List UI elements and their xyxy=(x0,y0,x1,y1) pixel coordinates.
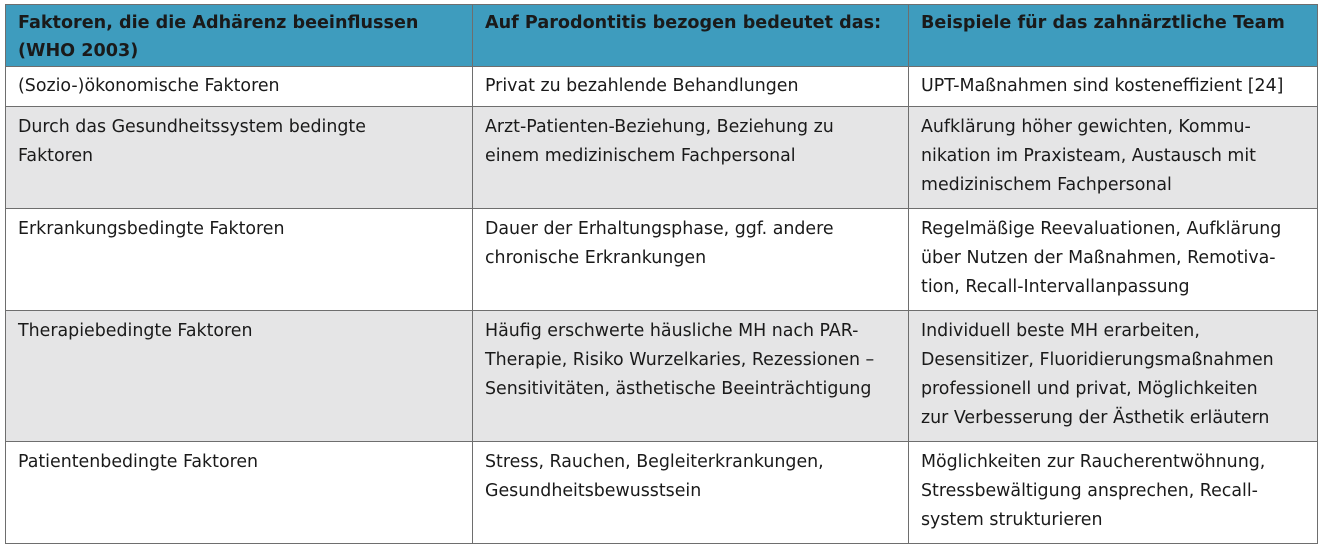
table-header-row xyxy=(6,5,1318,67)
cell-team-example: Individuell beste MH erarbeiten, Desensitizer, Fluoridierungsmaßnahmen professionell und privat, Möglichkeiten zur Verbesserung der Ästhetik erläutern xyxy=(909,311,1318,442)
table-row xyxy=(6,442,1318,544)
cell-periodontitis: Privat zu bezahlende Behandlungen xyxy=(473,67,909,107)
cell-factor: Therapiebedingte Faktoren xyxy=(6,311,473,442)
cell-factor: Durch das Gesundheitssystem bedingte Faktoren xyxy=(6,107,473,209)
cell-team-example: Regelmäßige Reevaluationen, Aufklärung über Nutzen der Maßnahmen, Remotiva- tion, Recall-Intervallanpassung xyxy=(909,209,1318,311)
table-row xyxy=(6,311,1318,442)
cell-factor: (Sozio-)ökonomische Faktoren xyxy=(6,67,473,107)
cell-periodontitis: Dauer der Erhaltungsphase, ggf. andere chronische Erkrankungen xyxy=(473,209,909,311)
cell-periodontitis: Häufig erschwerte häusliche MH nach PAR- Therapie, Risiko Wurzelkaries, Rezessionen – Sensitivitäten, ästhetische Beeinträchtigung xyxy=(473,311,909,442)
cell-team-example: Aufklärung höher gewichten, Kommu- nikation im Praxisteam, Austausch mit medizinischem Fachpersonal xyxy=(909,107,1318,209)
cell-periodontitis: Stress, Rauchen, Begleiterkrankungen, Gesundheitsbewusstsein xyxy=(473,442,909,544)
cell-periodontitis: Arzt-Patienten-Beziehung, Beziehung zu einem medizinischem Fachpersonal xyxy=(473,107,909,209)
header-team-examples: Beispiele für das zahnärztliche Team xyxy=(909,5,1318,67)
table-row xyxy=(6,67,1318,107)
cell-team-example: UPT-Maßnahmen sind kosteneffizient [24] xyxy=(909,67,1318,107)
adherence-factors-table xyxy=(5,4,1318,544)
header-periodontitis: Auf Parodontitis bezogen bedeutet das: xyxy=(473,5,909,67)
table-row xyxy=(6,209,1318,311)
header-factors: Faktoren, die die Adhärenz beeinflussen (WHO 2003) xyxy=(6,5,473,67)
cell-factor: Erkrankungsbedingte Faktoren xyxy=(6,209,473,311)
cell-team-example: Möglichkeiten zur Raucherentwöhnung, Stressbewältigung ansprechen, Recall- system strukturieren xyxy=(909,442,1318,544)
table-row xyxy=(6,107,1318,209)
cell-factor: Patientenbedingte Faktoren xyxy=(6,442,473,544)
